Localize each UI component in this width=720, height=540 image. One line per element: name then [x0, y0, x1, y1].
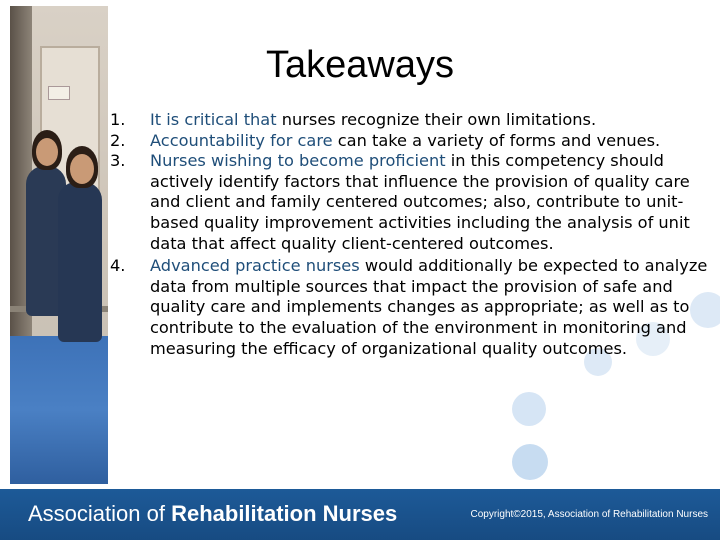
org-name-bold-rehabilitation: Rehabilitation [171, 501, 317, 526]
item-text [150, 151, 715, 254]
item-text [150, 110, 715, 131]
footer-bar [0, 489, 720, 540]
nurses-photo [10, 6, 108, 484]
item-number: 3. [110, 151, 126, 171]
item-rest: would additionally be expected to analyze data from multiple sources that impact the provision of safe and quality care and implements changes as appropriate; as well as to contribute to the evaluation of the environment in monitoring and measuring the efficacy of organizational quality outcomes. [150, 256, 708, 358]
item-number: 4. [110, 256, 126, 276]
item-text [150, 131, 715, 152]
slide-title: Takeaways [266, 44, 454, 86]
list-item [110, 131, 715, 152]
decor-dot [512, 392, 546, 426]
takeaways-list [110, 110, 715, 359]
item-number: 1. [110, 110, 126, 129]
list-item [110, 151, 715, 254]
item-rest: in this competency should actively identify factors that influence the provision of quality care and client and family centered outcomes; also, contribute to unit-based quality improvement activities including the analysis of unit data that affect quality client-centered outcomes. [150, 151, 690, 253]
decor-dot [512, 444, 548, 480]
photo-floor [10, 336, 108, 484]
list-item [110, 110, 715, 131]
item-rest: nurses recognize their own limitations. [276, 110, 597, 129]
photo-door-sign [48, 86, 70, 100]
org-name-bold-nurses: Nurses [322, 501, 398, 526]
item-text [150, 256, 715, 359]
org-logo-text [28, 501, 397, 527]
item-number: 2. [110, 130, 126, 150]
item-highlight: Accountability for care [150, 130, 333, 150]
item-highlight: It is critical that [150, 110, 277, 129]
item-rest: can take a variety of forms and venues. [332, 130, 661, 150]
list-item [110, 256, 715, 359]
org-name-regular: Association of [28, 501, 172, 526]
photo-nurse-right-body [58, 182, 102, 342]
photo-nurse-left-face [36, 138, 58, 166]
item-highlight: Advanced practice nurses [150, 256, 360, 276]
item-highlight: Nurses wishing to become proficient [150, 151, 446, 171]
photo-nurse-right-face [70, 154, 94, 184]
copyright-text: Copyright©2015, Association of Rehabilitation Nurses [470, 509, 708, 520]
